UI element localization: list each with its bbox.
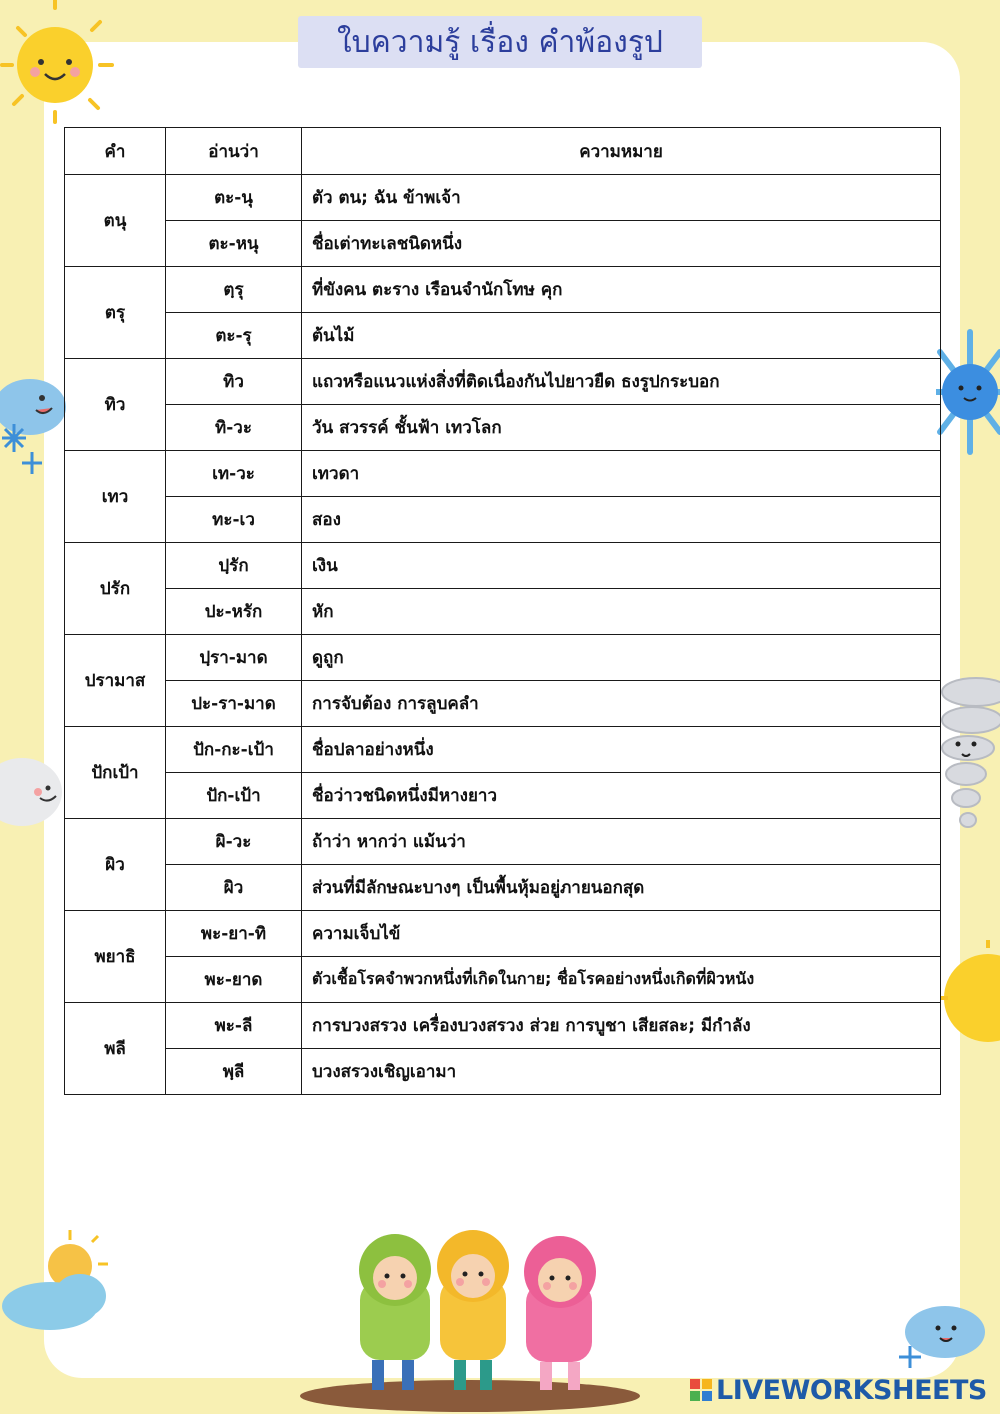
reading-cell: ตะ-นุ xyxy=(166,175,302,221)
table-row xyxy=(65,267,941,313)
table-row xyxy=(65,313,941,359)
children-illustration xyxy=(290,1200,650,1414)
table-row xyxy=(65,543,941,589)
word-cell: พลี xyxy=(65,1003,166,1095)
table-row xyxy=(65,635,941,681)
word-cell: เทว xyxy=(65,451,166,543)
meaning-cell: ชื่อปลาอย่างหนึ่ง xyxy=(302,727,941,773)
table-row xyxy=(65,589,941,635)
reading-cell: ตฺรุ xyxy=(166,267,302,313)
word-cell: ปรัก xyxy=(65,543,166,635)
meaning-cell: บวงสรวงเชิญเอามา xyxy=(302,1049,941,1095)
table-row xyxy=(65,405,941,451)
sun-icon xyxy=(936,936,1000,1066)
title-banner xyxy=(298,16,702,68)
logo-mark-icon xyxy=(690,1379,712,1401)
snow-cloud-icon xyxy=(890,1296,990,1376)
reading-cell: พฺลี xyxy=(166,1049,302,1095)
table-row xyxy=(65,451,941,497)
meaning-cell: หัก xyxy=(302,589,941,635)
meaning-cell: ส่วนที่มีลักษณะบางๆ เป็นพื้นหุ้มอยู่ภายนอกสุด xyxy=(302,865,941,911)
reading-cell: ปัก-เป้า xyxy=(166,773,302,819)
word-cell: ปรามาส xyxy=(65,635,166,727)
reading-cell: พะ-ยา-ทิ xyxy=(166,911,302,957)
reading-cell: ปฺรัก xyxy=(166,543,302,589)
reading-cell: ตะ-รุ xyxy=(166,313,302,359)
reading-cell: ผิ-วะ xyxy=(166,819,302,865)
meaning-cell: วัน สวรรค์ ชั้นฟ้า เทวโลก xyxy=(302,405,941,451)
header-meaning: ความหมาย xyxy=(302,128,941,175)
tornado-icon xyxy=(936,672,1000,842)
meaning-cell: สอง xyxy=(302,497,941,543)
table-row xyxy=(65,175,941,221)
reading-cell: ตะ-หนุ xyxy=(166,221,302,267)
table-row xyxy=(65,865,941,911)
sun-cloud-icon xyxy=(0,1226,115,1336)
liveworksheets-logo[interactable] xyxy=(690,1374,987,1406)
word-cell: ปักเป้า xyxy=(65,727,166,819)
meaning-cell: ดูถูก xyxy=(302,635,941,681)
meaning-cell: ถ้าว่า หากว่า แม้นว่า xyxy=(302,819,941,865)
table-row xyxy=(65,221,941,267)
table-row xyxy=(65,773,941,819)
reading-cell: ทะ-เว xyxy=(166,497,302,543)
reading-cell: ปะ-รา-มาด xyxy=(166,681,302,727)
header-reading: อ่านว่า xyxy=(166,128,302,175)
reading-cell: เท-วะ xyxy=(166,451,302,497)
meaning-cell: ชื่อว่าวชนิดหนึ่งมีหางยาว xyxy=(302,773,941,819)
meaning-cell: ต้นไม้ xyxy=(302,313,941,359)
word-cell: ทิว xyxy=(65,359,166,451)
meaning-cell: ที่ขังคน ตะราง เรือนจำนักโทษ คุก xyxy=(302,267,941,313)
word-cell: พยาธิ xyxy=(65,911,166,1003)
logo-text: LIVEWORKSHEETS xyxy=(716,1374,987,1406)
table-row xyxy=(65,819,941,865)
word-cell: ตนุ xyxy=(65,175,166,267)
reading-cell: ปฺรา-มาด xyxy=(166,635,302,681)
reading-cell: ผิว xyxy=(166,865,302,911)
table-header-row xyxy=(65,128,941,175)
table-row xyxy=(65,359,941,405)
table-row xyxy=(65,497,941,543)
meaning-cell: การจับต้อง การลูบคลำ xyxy=(302,681,941,727)
header-word: คำ xyxy=(65,128,166,175)
reading-cell: พะ-ยาด xyxy=(166,957,302,1003)
reading-cell: ปะ-หรัก xyxy=(166,589,302,635)
table-row xyxy=(65,911,941,957)
table-row xyxy=(65,681,941,727)
cloud-icon xyxy=(0,740,66,840)
meaning-cell: ตัวเชื้อโรคจำพวกหนึ่งที่เกิดในกาย; ชื่อโรคอย่างหนึ่งเกิดที่ผิวหนัง xyxy=(302,957,941,1003)
word-cell: ผิว xyxy=(65,819,166,911)
reading-cell: ปัก-กะ-เป้า xyxy=(166,727,302,773)
meaning-cell: การบวงสรวง เครื่องบวงสรวง ส่วย การบูชา เสียสละ; มีกำลัง xyxy=(302,1003,941,1049)
reading-cell: ทิว xyxy=(166,359,302,405)
table-row xyxy=(65,1003,941,1049)
homograph-table xyxy=(64,127,941,1095)
meaning-cell: เทวดา xyxy=(302,451,941,497)
reading-cell: ทิ-วะ xyxy=(166,405,302,451)
table-row xyxy=(65,957,941,1003)
page-title: ใบความรู้ เรื่อง คำพ้องรูป xyxy=(337,24,663,60)
reading-cell: พะ-ลี xyxy=(166,1003,302,1049)
meaning-cell: ตัว ตน; ฉัน ข้าพเจ้า xyxy=(302,175,941,221)
snow-cloud-icon xyxy=(0,362,70,482)
meaning-cell: ชื่อเต่าทะเลชนิดหนึ่ง xyxy=(302,221,941,267)
meaning-cell: แถวหรือแนวแห่งสิ่งที่ติดเนื่องกันไปยาวยืด ธงรูปกระบอก xyxy=(302,359,941,405)
table-row xyxy=(65,1049,941,1095)
meaning-cell: ความเจ็บไข้ xyxy=(302,911,941,957)
meaning-cell: เงิน xyxy=(302,543,941,589)
snowflake-icon xyxy=(936,322,1000,462)
sun-icon xyxy=(0,0,120,125)
table-row xyxy=(65,727,941,773)
word-cell: ตรุ xyxy=(65,267,166,359)
